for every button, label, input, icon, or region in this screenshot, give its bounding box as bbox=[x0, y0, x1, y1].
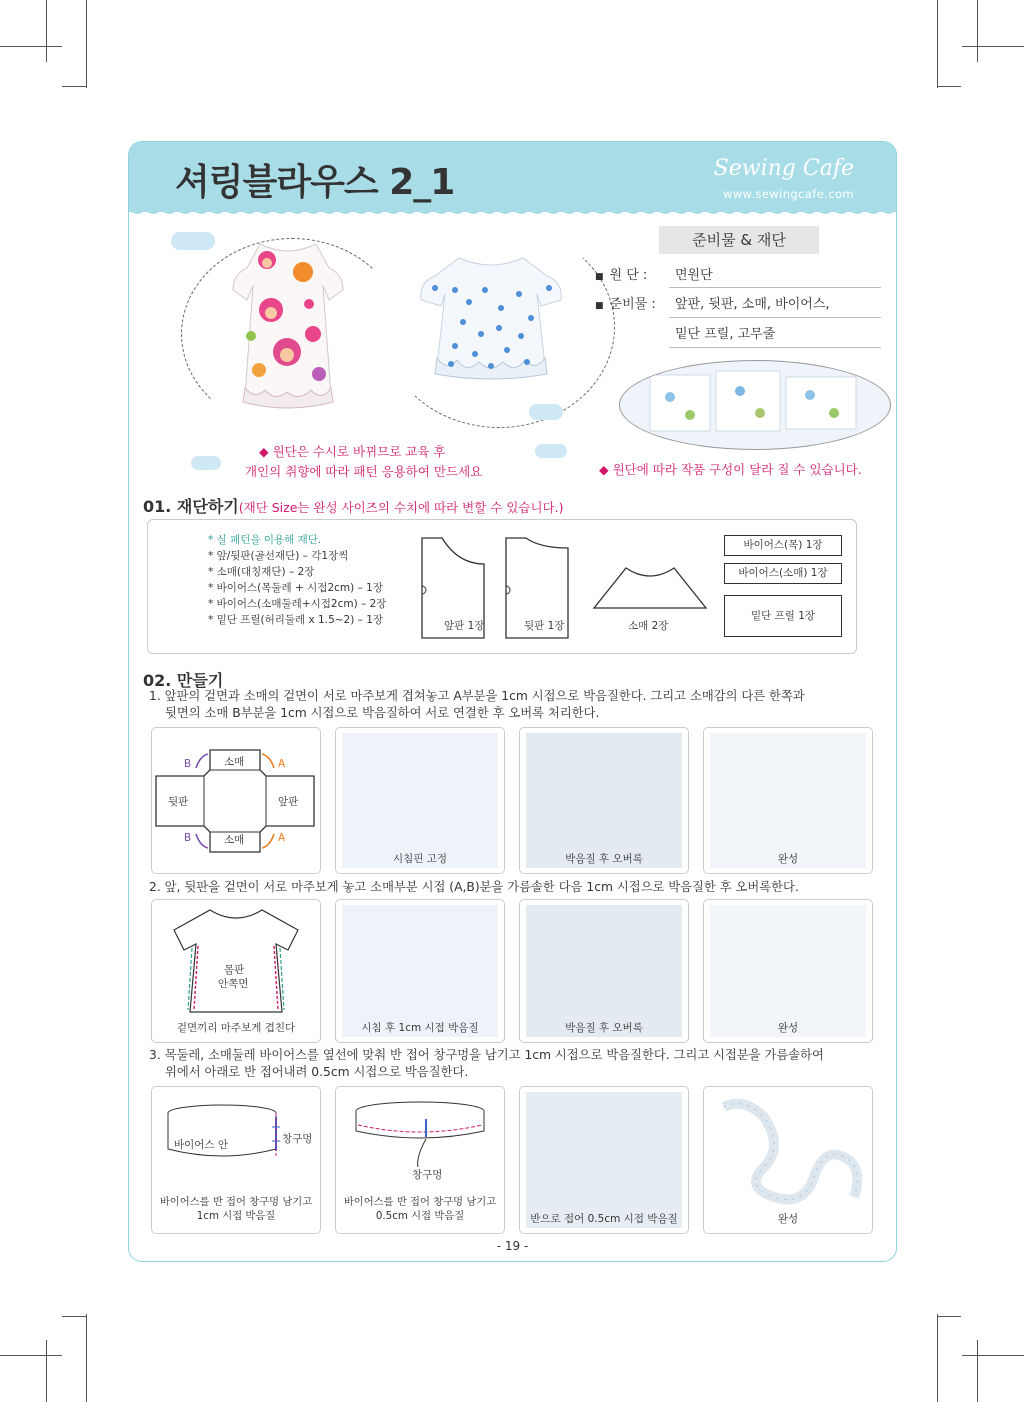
note-left-line2: 개인의 취향에 따라 패턴 응용하여 만드세요 bbox=[245, 464, 483, 479]
step2-diagram-panel bbox=[151, 899, 321, 1043]
prep-materials-label: 준비물 : bbox=[609, 297, 656, 312]
step1-caption-sew: 박음질 후 오버록 bbox=[565, 853, 643, 865]
section1-heading bbox=[143, 494, 564, 517]
prep-fabric-value: 면원단 bbox=[675, 268, 713, 283]
inside-label: 안쪽면 bbox=[218, 978, 249, 990]
fabric-pieces-illustration bbox=[620, 361, 890, 449]
step1-photo-done-image bbox=[710, 733, 866, 868]
crop-mark bbox=[977, 1340, 978, 1402]
step1-text bbox=[149, 688, 805, 722]
crop-mark bbox=[962, 46, 1024, 47]
prep-fabric-label: 원 단 : bbox=[609, 268, 648, 283]
prep-fabric-row bbox=[595, 264, 647, 283]
dress-photo-front bbox=[225, 224, 351, 412]
cloud-decoration bbox=[171, 232, 215, 250]
step3-photo-done bbox=[703, 1086, 873, 1234]
prep-divider bbox=[669, 287, 881, 288]
section2-title: 02. 만들기 bbox=[143, 671, 224, 690]
cutting-box bbox=[147, 519, 857, 654]
step2-caption-sew: 박음질 후 오버록 bbox=[565, 1022, 643, 1034]
step3-line1: 3. 목둘레, 소매둘레 바이어스를 옆선에 맞춰 반 접어 창구멍을 남기고 1cm 시접으로 박음질한다. 그리고 시접분을 가름솔하여 bbox=[149, 1048, 824, 1062]
prep-materials-line2: 밑단 프릴, 고무줄 bbox=[675, 327, 776, 342]
step3-caption-diagram1-line2: 1cm 시접 박음질 bbox=[196, 1210, 276, 1222]
crop-mark bbox=[86, 0, 87, 88]
cutting-list bbox=[208, 532, 386, 628]
page-sheet bbox=[128, 141, 897, 1262]
step3-line2: 위에서 아래로 반 접어내려 0.5cm 시접으로 박음질한다. bbox=[165, 1065, 469, 1079]
crop-mark bbox=[62, 1316, 86, 1317]
cloud-decoration bbox=[535, 444, 567, 458]
crop-mark bbox=[977, 0, 978, 62]
crop-mark bbox=[62, 86, 86, 87]
bias-hole-label-2: 창구멍 bbox=[412, 1169, 443, 1181]
crop-mark bbox=[0, 46, 62, 47]
brand-logo: Sewing Cafe bbox=[713, 156, 854, 181]
step2-line: 2. 앞, 뒷판을 겉면이 서로 마주보게 놓고 소매부분 시접 (A,B)분을 가름솔한 다음 1cm 시접으로 박음질한 후 오버록한다. bbox=[149, 880, 799, 894]
cutting-list-item: * 소매(대칭재단) – 2장 bbox=[208, 566, 315, 578]
step3-caption-sew: 반으로 접어 0.5cm 시접 박음질 bbox=[530, 1213, 678, 1225]
step1-photo-pin bbox=[335, 727, 505, 874]
square-bullet-icon: ■ bbox=[595, 272, 604, 282]
step2-photo-baste bbox=[335, 899, 505, 1043]
crop-mark bbox=[937, 1314, 938, 1402]
section1-subtitle: (재단 Size는 완성 사이즈의 수치에 따라 변할 수 있습니다.) bbox=[238, 500, 564, 515]
step1-photo-pin-image bbox=[342, 733, 498, 868]
crop-mark bbox=[962, 1355, 1024, 1356]
step3-photo-sew bbox=[519, 1086, 689, 1234]
step2-photo-sew bbox=[519, 899, 689, 1043]
step3-diagram1-panel bbox=[151, 1086, 321, 1234]
crop-mark bbox=[46, 1340, 47, 1402]
diagram-a-top: A bbox=[278, 758, 286, 770]
step2-photo-done bbox=[703, 899, 873, 1043]
bias-neck-box: 바이어스(목) 1장 bbox=[724, 535, 842, 556]
step2-photo-baste-image bbox=[342, 905, 498, 1037]
step3-caption-diagram2 bbox=[336, 1195, 504, 1223]
prep-divider bbox=[669, 317, 881, 318]
step1-diagram-panel bbox=[151, 727, 321, 874]
step3-caption-diagram1-line1: 바이어스를 반 접어 창구멍 남기고 bbox=[159, 1196, 313, 1208]
prep-materials-line1: 앞판, 뒷판, 소매, 바이어스, bbox=[675, 297, 830, 312]
diagram-front: 앞판 bbox=[278, 796, 299, 808]
step2-caption-diagram: 겉면끼리 마주보게 겹친다 bbox=[176, 1022, 296, 1034]
step1-photo-done bbox=[703, 727, 873, 874]
cutting-list-item: * 앞/뒷판(골선재단) – 각1장씩 bbox=[208, 550, 349, 562]
prep-title: 준비물 & 재단 bbox=[659, 226, 819, 254]
step2-photo-done-image bbox=[710, 905, 866, 1037]
step3-caption-done: 완성 bbox=[777, 1213, 799, 1225]
step2-caption-done: 완성 bbox=[777, 1022, 799, 1034]
diagram-b-top: B bbox=[184, 758, 192, 770]
note-right: ◆ 원단에 따라 작품 구성이 달라 질 수 있습니다. bbox=[599, 462, 862, 477]
diagram-sleeve-bottom: 소매 bbox=[224, 834, 245, 846]
step1-line1: 1. 앞판의 겉면과 소매의 겉면이 서로 마주보게 겹쳐놓고 A부분을 1cm 시접으로 박음질한다. 그리고 소매감의 다른 한쪽과 bbox=[149, 689, 805, 703]
step2-photo-sew-image bbox=[526, 905, 682, 1037]
bias-hole-label: 창구멍 bbox=[282, 1133, 313, 1145]
step1-caption-done: 완성 bbox=[777, 853, 799, 865]
diagram-a-bottom: A bbox=[278, 832, 286, 844]
bias-inside-label: 바이어스 안 bbox=[174, 1139, 229, 1151]
crop-mark bbox=[0, 1355, 62, 1356]
square-bullet-icon: ■ bbox=[595, 301, 604, 311]
brand-url: www.sewingcafe.com bbox=[723, 187, 854, 201]
bias-sleeve-box: 바이어스(소매) 1장 bbox=[724, 563, 842, 584]
section1-title: 01. 재단하기 bbox=[143, 497, 239, 516]
dress-photo-blue bbox=[411, 250, 571, 380]
step3-photo-sew-image bbox=[526, 1092, 682, 1228]
prep-materials-row bbox=[595, 293, 656, 312]
back-piece-label: 뒷판 1장 bbox=[524, 620, 565, 632]
step1-caption-pin: 시침핀 고정 bbox=[392, 853, 448, 865]
step1-photo-sew-image bbox=[526, 733, 682, 868]
crop-mark bbox=[86, 1314, 87, 1402]
diagram-b-bottom: B bbox=[184, 832, 192, 844]
diagram-back: 뒷판 bbox=[168, 796, 189, 808]
header-wave bbox=[129, 204, 896, 218]
cutting-list-item: * 밑단 프릴(허리둘레 x 1.5~2) – 1장 bbox=[208, 614, 384, 626]
step2-caption-baste: 시침 후 1cm 시접 박음질 bbox=[361, 1022, 479, 1034]
sleeve-pattern-shape bbox=[594, 568, 706, 608]
crop-mark bbox=[937, 86, 961, 87]
crop-mark bbox=[46, 0, 47, 62]
cloud-decoration bbox=[529, 404, 563, 420]
crop-mark bbox=[937, 0, 938, 88]
cloud-decoration bbox=[191, 456, 221, 470]
step3-caption-diagram2-line2: 0.5cm 시접 박음질 bbox=[375, 1210, 465, 1222]
step3-caption-diagram1 bbox=[152, 1195, 320, 1223]
prep-divider bbox=[669, 347, 881, 348]
cutting-list-item: * 바이어스(목둘레 + 시접2cm) – 1장 bbox=[208, 582, 383, 594]
sleeve-piece-label: 소매 2장 bbox=[628, 620, 669, 632]
cutting-list-item: * 바이어스(소매둘레+시접2cm) – 2장 bbox=[208, 598, 387, 610]
note-left-line1: ◆ 원단은 수시로 바뀌므로 교육 후 bbox=[259, 444, 446, 459]
step3-caption-diagram2-line1: 바이어스를 반 접어 창구멍 남기고 bbox=[343, 1196, 497, 1208]
step1-line2: 뒷면의 소매 B부분을 1cm 시접으로 박음질하여 서로 연결한 후 오버록 처리한다. bbox=[165, 706, 600, 720]
page-title: 셔링블라우스 2_1 bbox=[175, 162, 455, 203]
cutting-list-head: * 실 패턴을 이용해 재단. bbox=[208, 534, 322, 546]
hem-frill-box: 밑단 프릴 1장 bbox=[724, 595, 842, 637]
page-number: - 19 - bbox=[496, 1239, 529, 1253]
body-label: 몸판 bbox=[224, 964, 245, 976]
crop-mark bbox=[937, 1316, 961, 1317]
fabric-pieces-photo bbox=[619, 360, 891, 450]
front-piece-label: 앞판 1장 bbox=[444, 620, 485, 632]
step3-text bbox=[149, 1047, 824, 1081]
step3-diagram2-panel bbox=[335, 1086, 505, 1234]
step1-photo-sew bbox=[519, 727, 689, 874]
diagram-sleeve-top: 소매 bbox=[224, 756, 245, 768]
